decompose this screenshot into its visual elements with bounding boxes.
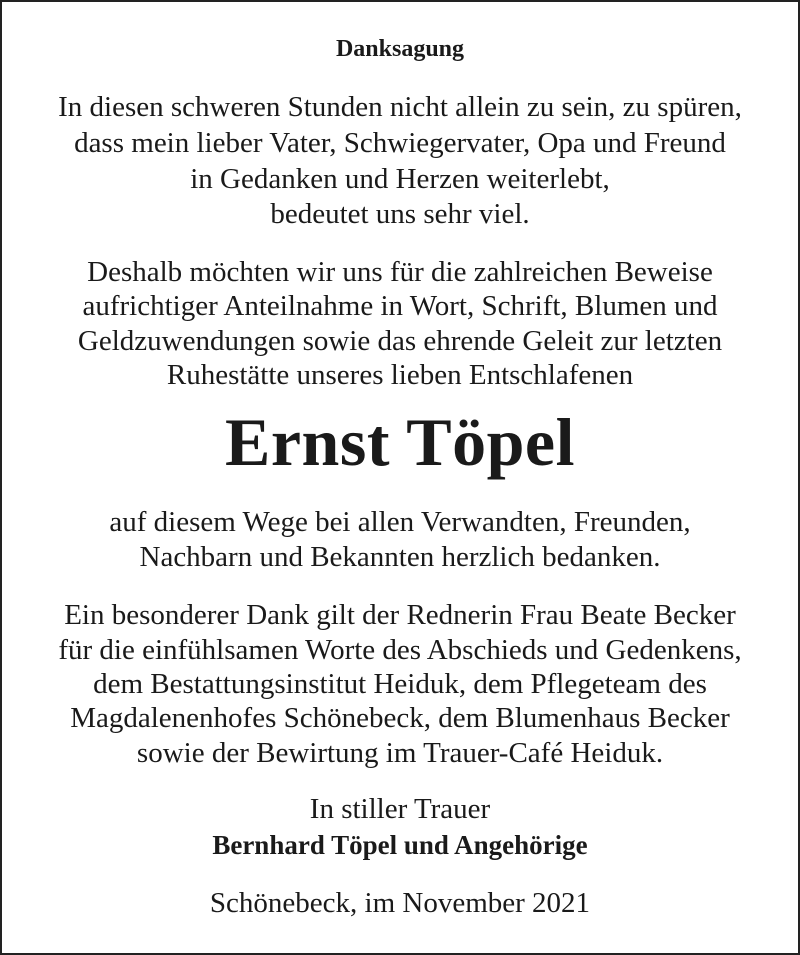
signers: Bernhard Töpel und Angehörige: [212, 830, 588, 860]
text-line: Geldzuwendungen sowie das ehrende Geleit zur letzten: [77, 325, 723, 357]
text-line: in Gedanken und Herzen weiterlebt,: [190, 163, 610, 195]
closing-line: In stiller Trauer: [309, 793, 491, 825]
text-line: dass mein lieber Vater, Schwiegervater, Opa und Freund: [74, 127, 726, 159]
heading: Danksagung: [335, 36, 465, 62]
text-line: auf diesem Wege bei allen Verwandten, Freunden,: [109, 506, 691, 538]
place-date: Schönebeck, im November 2021: [209, 887, 591, 919]
deceased-name: Ernst Töpel: [225, 404, 575, 480]
text-line: aufrichtiger Anteilnahme in Wort, Schrift, Blumen und: [82, 290, 718, 322]
text-line: Magdalenenhofes Schönebeck, dem Blumenhaus Becker: [70, 702, 730, 734]
text-line: Nachbarn und Bekannten herzlich bedanken.: [139, 541, 661, 573]
text-line: Ein besonderer Dank gilt der Rednerin Frau Beate Becker: [64, 599, 736, 631]
text-line: Deshalb möchten wir uns für die zahlreichen Beweise: [87, 256, 713, 288]
text-line: für die einfühlsamen Worte des Abschieds und Gedenkens,: [58, 634, 742, 666]
text-line: dem Bestattungsinstitut Heiduk, dem Pflegeteam des: [93, 668, 707, 700]
text-line: bedeutet uns sehr viel.: [270, 198, 530, 230]
text-line: In diesen schweren Stunden nicht allein zu sein, zu spüren,: [58, 91, 742, 123]
text-line: sowie der Bewirtung im Trauer-Café Heiduk.: [136, 737, 664, 769]
text-line: Ruhestätte unseres lieben Entschlafenen: [166, 359, 634, 391]
